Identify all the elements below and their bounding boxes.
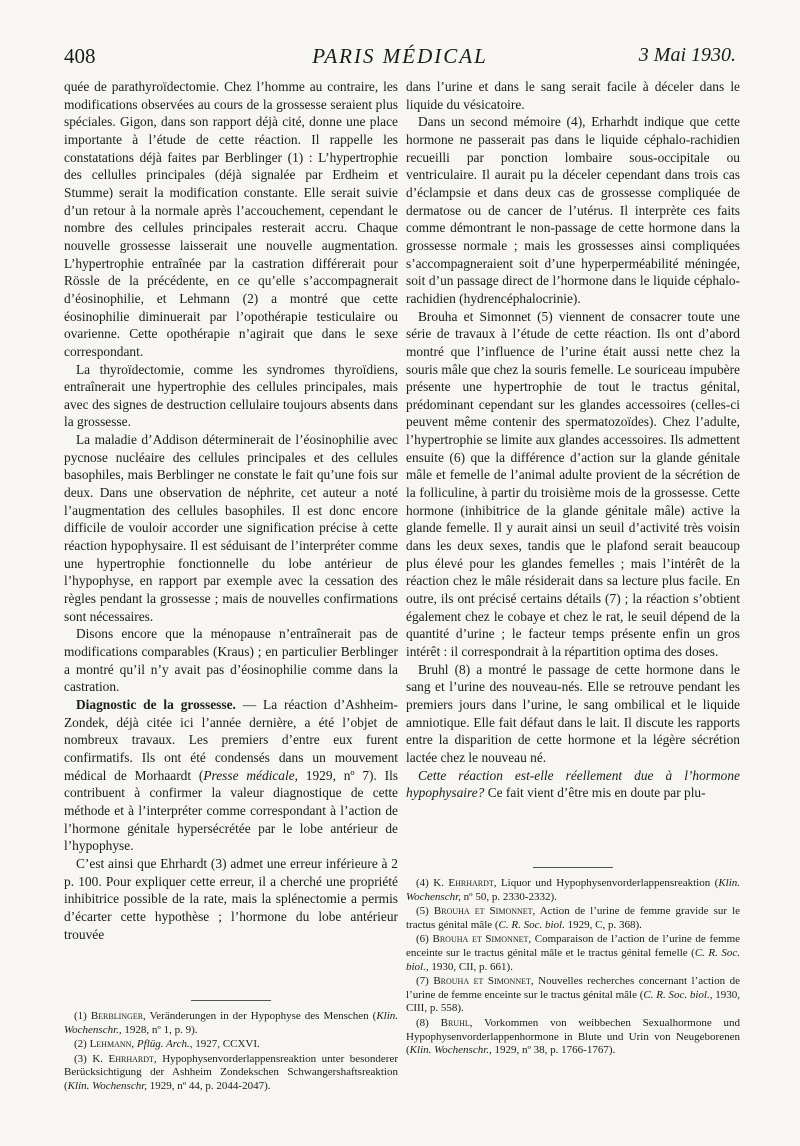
paragraph: C’est ainsi que Ehrhardt (3) admet une erreur inférieure à 2 p. 100. Pour expliquer cette erreur, il a cherché une propriété inhibitrice possible de la rate, mais la splénectomie a permis d’écarter cette hypothèse ; l’hormone du lobe antérieur trouvée: [64, 855, 398, 942]
footnotes-left: [64, 990, 398, 1095]
journal-title: PARIS MÉDICAL: [312, 44, 488, 68]
footnote-divider: [533, 867, 613, 868]
page-number: 408: [64, 44, 96, 68]
paragraph: quée de parathyroïdectomie. Chez l’homme au contraire, les modifications observées au cours de la grossesse seraient plus spéciales. Gigon, dans son rapport déjà cité, donne une place importante à l’étude de cette réaction. Il rappelle les constatations déjà faites par Berblinger (1) : L’hypertrophie des cellulles principales (déjà signalée par Erdheim et Stumme) serait la modification constante. Elle serait suivie d’un retour à la normale après l’accouchement, cependant le nombre des cellules principales resterait accru. Chaque nouvelle grossesse laisserait une nouvelle augmentation. L’hypertrophie entraînée par la castration différerait pour Rössle de la précédente, en ce qu’elle s’accompagnerait d’éosinophilie, et Lehmann (2) a montré que cette éosinophilie diminuerait par l’opothérapie testiculaire ou ovarienne. Cette opothérapie n’agirait que dans le sexe correspondant.: [64, 79, 398, 359]
footnote: (2) Lehmann, Pflüg. Arch., 1927, CCXVI.: [74, 1038, 260, 1051]
paragraph: Disons encore que la ménopause n’entraînerait pas de modifications comparables (Kraus) ; en particulier Berblinger a montré qu’il n’y avait pas d’éosinophilie comme dans la castration.: [64, 626, 398, 695]
footnote: (4) K. Ehrhardt, Liquor und Hypophysenvorderlappensreaktion (Klin. Wochenschr, nº 50, p. 2330-2332).: [406, 877, 741, 903]
section-heading: Diagnostic de la grossesse.: [76, 696, 236, 712]
citation-source: Presse médicale,: [203, 767, 299, 783]
paragraph: Brouha et Simonnet (5) viennent de consacrer toute une série de travaux à l’étude de cette réaction. Ils ont d’abord montré que l’influence de l’urine était aussi nette chez la souris mâle que chez la souris femelle. Le souriceau impubère présente une hypertrophie de tout le tractus génital, prédominant cependant sur les glandes accessoires (celles-ci peuvent même contenir des spermatozoïdes). Chez l’adulte, l’hypertrophie se limite aux glandes accessoires. Ils admettent ensuite (6) que la différence d’action sur la glande génitale mâle et femelle de l’animal adulte provient de la sécrétion de la folliculine, à partir du troisième mois de la grossesse. Cette hormone (inhibitrice de la glande génitale mâle) active la glande femelle. Il y aurait ainsi un seuil d’activité très voisin dans les deux sexes, tandis que le plafond serait beaucoup plus élevé pour les glandes femelles ; mais l’intérêt de la réaction chez le mâle résiderait dans sa lecture plus facile. En outre, ils ont précisé certains détails (7) ; la réaction s’obtient également chez le cobaye et chez le rat, le seuil dépend de la quantité d’urine ; le facteur temps présente enfin un gros intérêt : il correspondrait à la répartition optima des doses.: [406, 308, 740, 659]
paragraph-diagnostic: Diagnostic de la grossesse. — La réaction d’Ashheim-Zondek, déjà citée ici l’année dernière, a été l’objet de nombreux travaux. Les premiers d’entre eux furent confirmatifs. Ils ont été condensés dans un mouvement médical de Morhaardt (Presse médicale, 1929, nº 7). Ils contribuent à confirmer la valeur diagnostique de cette méthode et à l’interpréter comme correspondant à l’action de l’hormone génitale hypersécrétée par le lobe antérieur de l’hypophyse.: [64, 696, 399, 854]
paragraph: Dans un second mémoire (4), Erharhdt indique que cette hormone ne passerait pas dans le liquide céphalo-rachidien recueilli par ponction lombaire sous-occipitale ou ventriculaire. Il aurait pu la déceler cependant dans trois cas d’éclampsie et dans deux cas de grossesse compliquée de dermatose ou de cancer de l’utérus. Il interprète ces faits comme démontrant le non-passage de cette hormone dans la grossesse normale ; mais les grossesses ainsi compliquées s’accompagneraient soit d’une hyperperméabilité méningée, soit d’un passage direct de l’hormone dans le liquide céphalo-rachidien (hydrencéphalocrinie).: [406, 114, 740, 306]
footnotes-right: [406, 857, 740, 1059]
footnote: (6) Brouha et Simonnet, Comparaison de l’action de l’urine de femme enceinte sur le tractus génital mâle et le tractus génital femelle (C. R. Soc. biol., 1930, CII, p. 661).: [406, 933, 741, 973]
issue-date: 3 Mai 1930.: [638, 44, 736, 66]
footnote: (8) Bruhl, Vorkommen von weibbechen Sexualhormone und Hypophysenvorderlappenhormone in Blute und Urin von Neugeborenen (Klin. Wochenschr., 1929, nº 38, p. 1766-1767).: [406, 1016, 740, 1057]
paragraph: Cette réaction est-elle réellement due à l’hormone hypophysaire? Ce fait vient d’être mis en doute par plu-: [406, 767, 740, 801]
footnote-divider: [191, 1000, 271, 1001]
footnote: (7) Brouha et Simonnet, Nouvelles recherches concernant l’action de l’urine de femme enceinte sur le tractus génital mâle (C. R. Soc. biol., 1930, CIII, p. 558).: [406, 975, 741, 1015]
paragraph: Bruhl (8) a montré le passage de cette hormone dans le sang et l’urine des nouveau-nés. Elle se retrouve pendant les premiers jours dans l’urine, le sang ombilical et le liquide amniotique. Elle fait défaut dans le lait. Il discute les rapports entre la disparition de cette hormone et la légère sécrétion lactée chez le nouveau né.: [406, 661, 740, 765]
left-column: [64, 78, 398, 943]
right-column: [406, 78, 740, 802]
footnote: (1) Berblinger, Veränderungen in der Hypophyse des Menschen (Klin. Wochenschr., 1928, nº 1, p. 9).: [64, 1010, 399, 1036]
paragraph: La maladie d’Addison déterminerait de l’éosinophilie avec pycnose nucléaire des cellules principales et des cellules basophiles, mais Berblinger ne constate le fait qu’une fois sur deux. Dans une observation de néphrite, cet auteur a noté l’augmentation des cellules basophiles. Il est donc encore difficile de vouloir accorder une signification précise à cette réaction hypophysaire. Il est séduisant de l’interpréter comme une hypertrophie fonctionnelle du lobe antérieur de l’hypophyse, en rapport par exemple avec la cessation des règles pendant la grossesse ; mais de nouvelles confirmations sont nécessaires.: [64, 432, 398, 624]
running-head: [64, 44, 736, 76]
paragraph: dans l’urine et dans le sang serait facile à déceler dans le liquide du vésicatoire.: [406, 79, 740, 112]
footnote: (3) K. Ehrhardt, Hypophysenvorderlappensreaktion unter besonderer Berücksichtigung der Ashheim Zondekschen Schwangershaftsreaktion (Klin. Wochenschr, 1929, nº 44, p. 2044-2047).: [64, 1052, 399, 1092]
paragraph: La thyroïdectomie, comme les syndromes thyroïdiens, entraînerait une hypertrophie des cellules principales, mais avec des signes de destruction cellulaire toujours absents dans la grossesse.: [64, 361, 398, 430]
footnote: (5) Brouha et Simonnet, Action de l’urine de femme gravide sur le tractus génital mâle (C. R. Soc. biol. 1929, C, p. 368).: [406, 905, 741, 931]
